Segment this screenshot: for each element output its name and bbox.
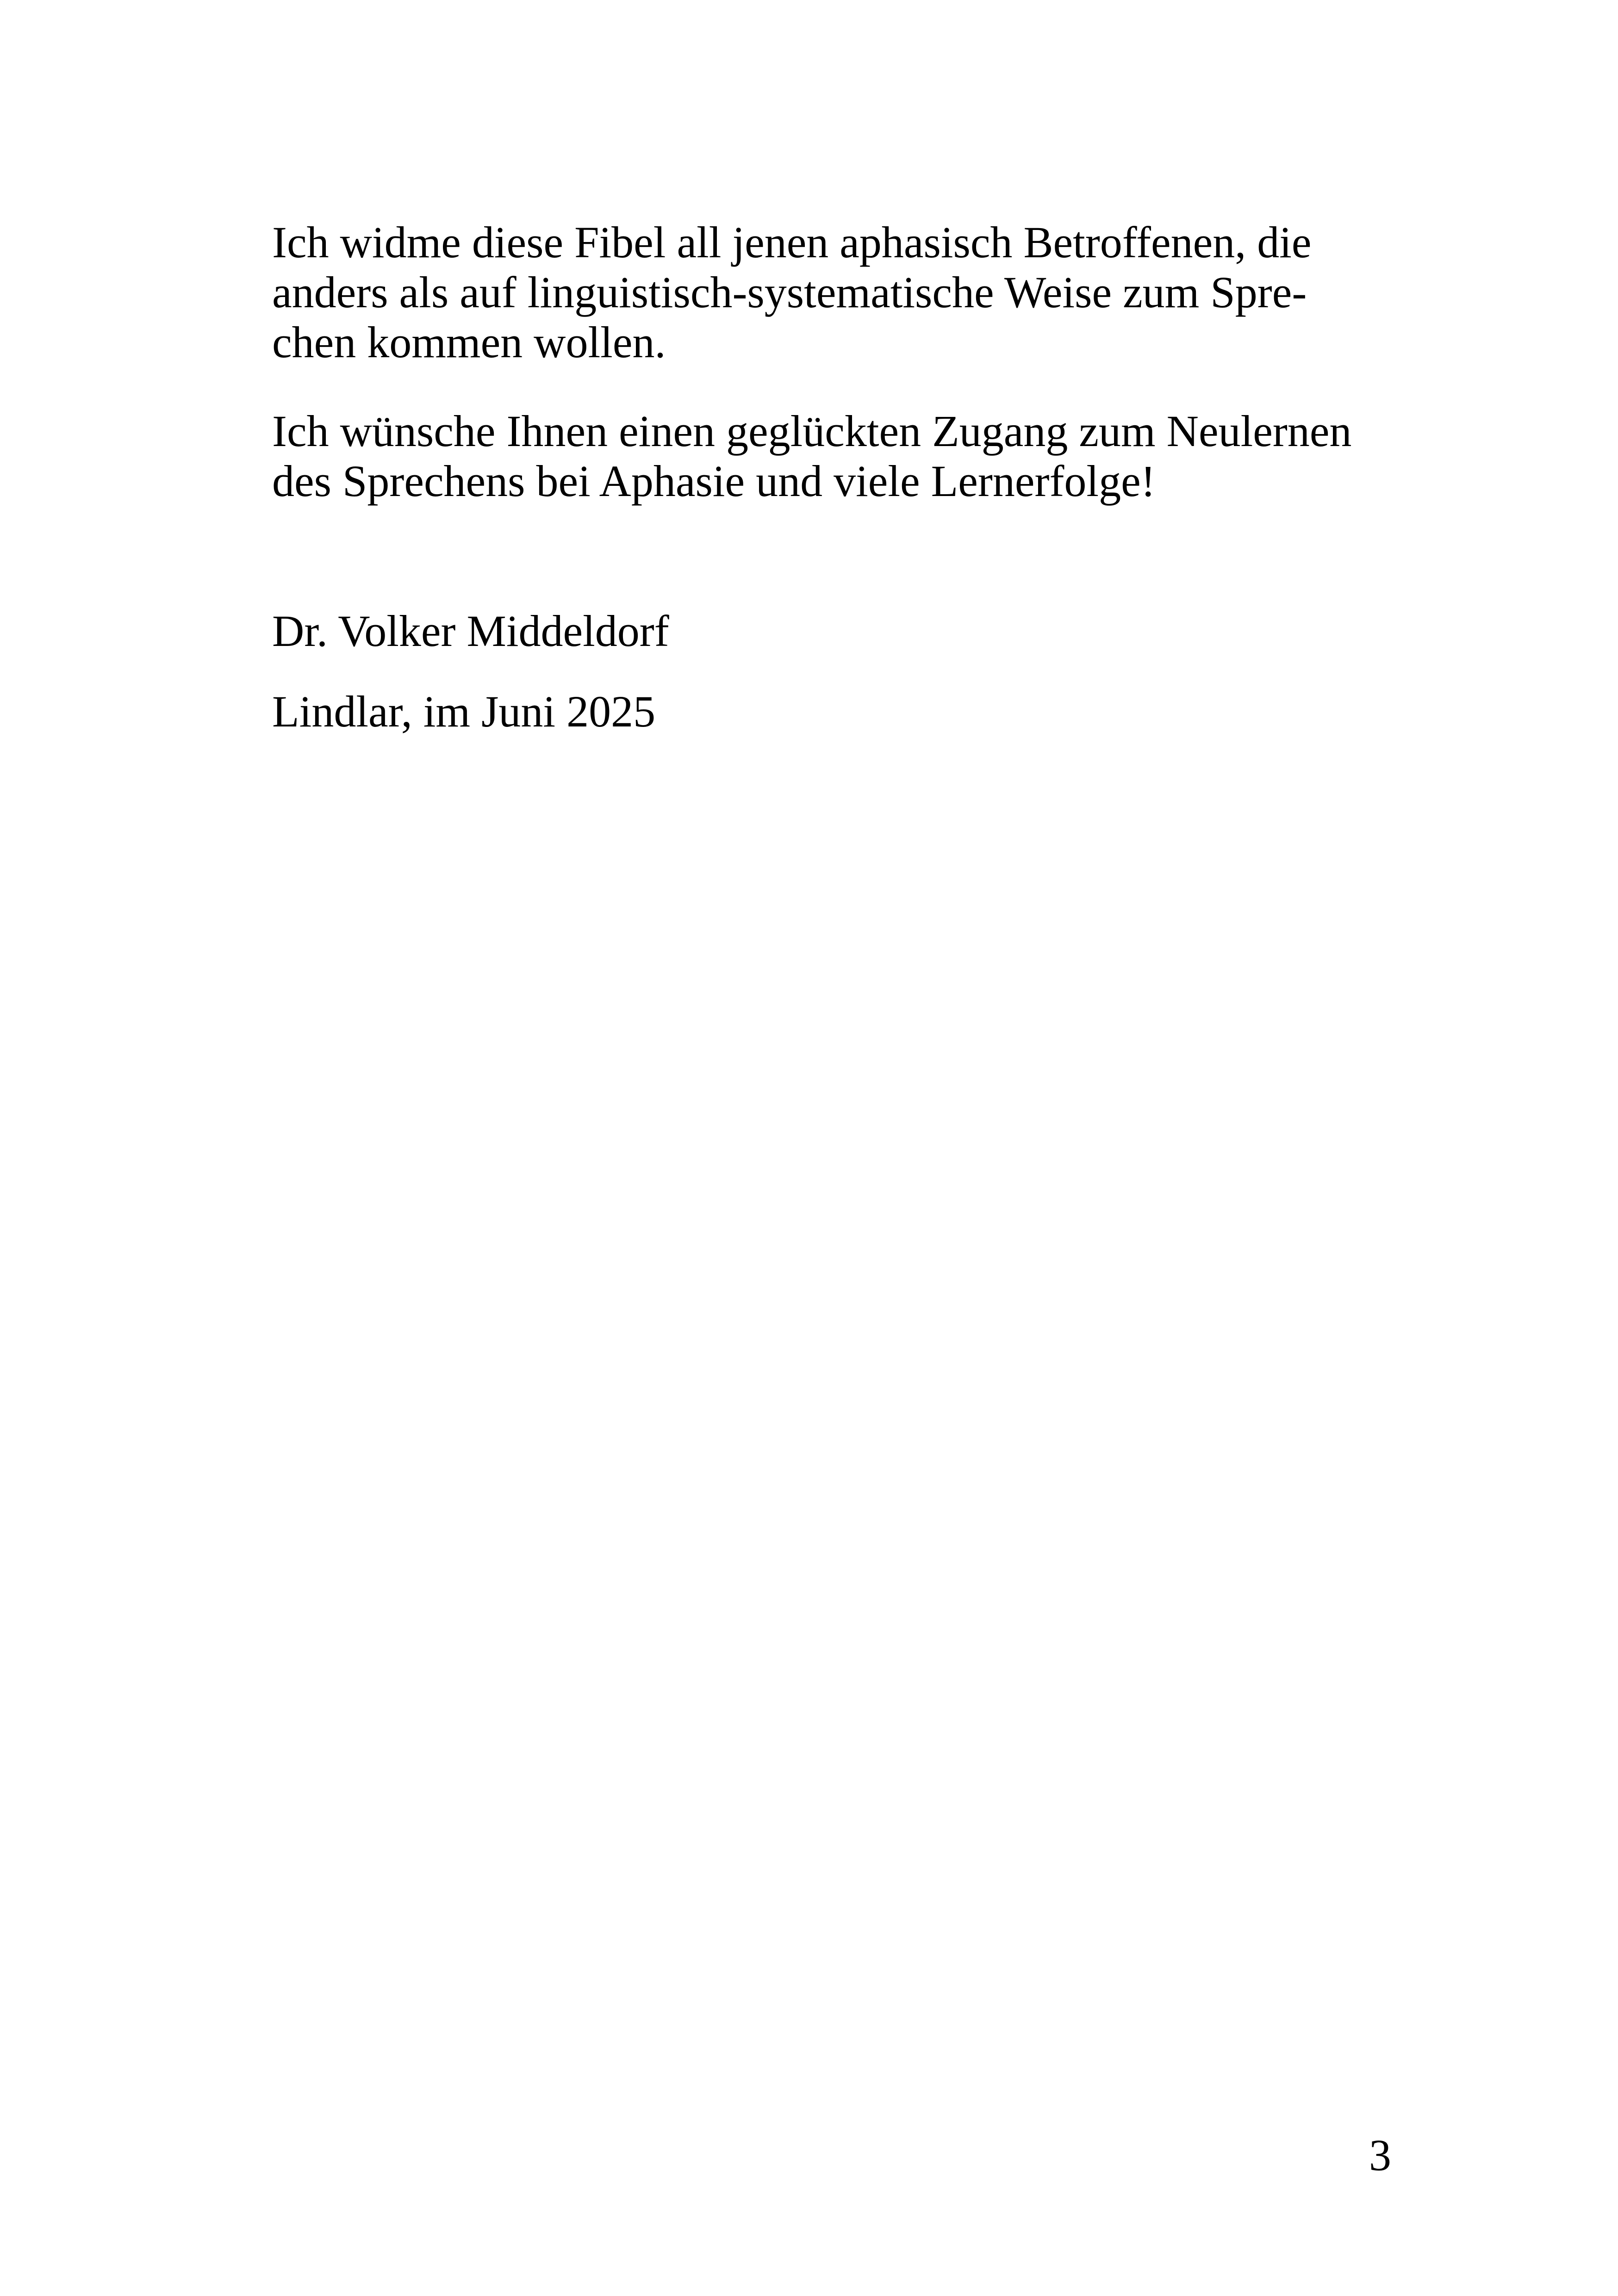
page-number: 3 — [1369, 2130, 1391, 2180]
dedication-paragraph-1 — [272, 217, 1420, 367]
dedication-paragraph-2 — [272, 406, 1420, 506]
paragraph-line: Ich widme diese Fibel all jenen aphasisch Betroffenen, die — [272, 217, 1312, 267]
paragraph-line: chen kommen wollen. — [272, 317, 666, 367]
paragraph-line: anders als auf linguistisch-systematische Weise zum Spre- — [272, 267, 1307, 317]
paragraph-line: des Sprechens bei Aphasie und viele Lernerfolge! — [272, 456, 1156, 506]
paragraph-line: Ich wünsche Ihnen einen geglückten Zugang zum Neulernen — [272, 406, 1352, 456]
author-name: Dr. Volker Middeldorf — [272, 606, 669, 656]
place-and-date: Lindlar, im Juni 2025 — [272, 687, 656, 736]
